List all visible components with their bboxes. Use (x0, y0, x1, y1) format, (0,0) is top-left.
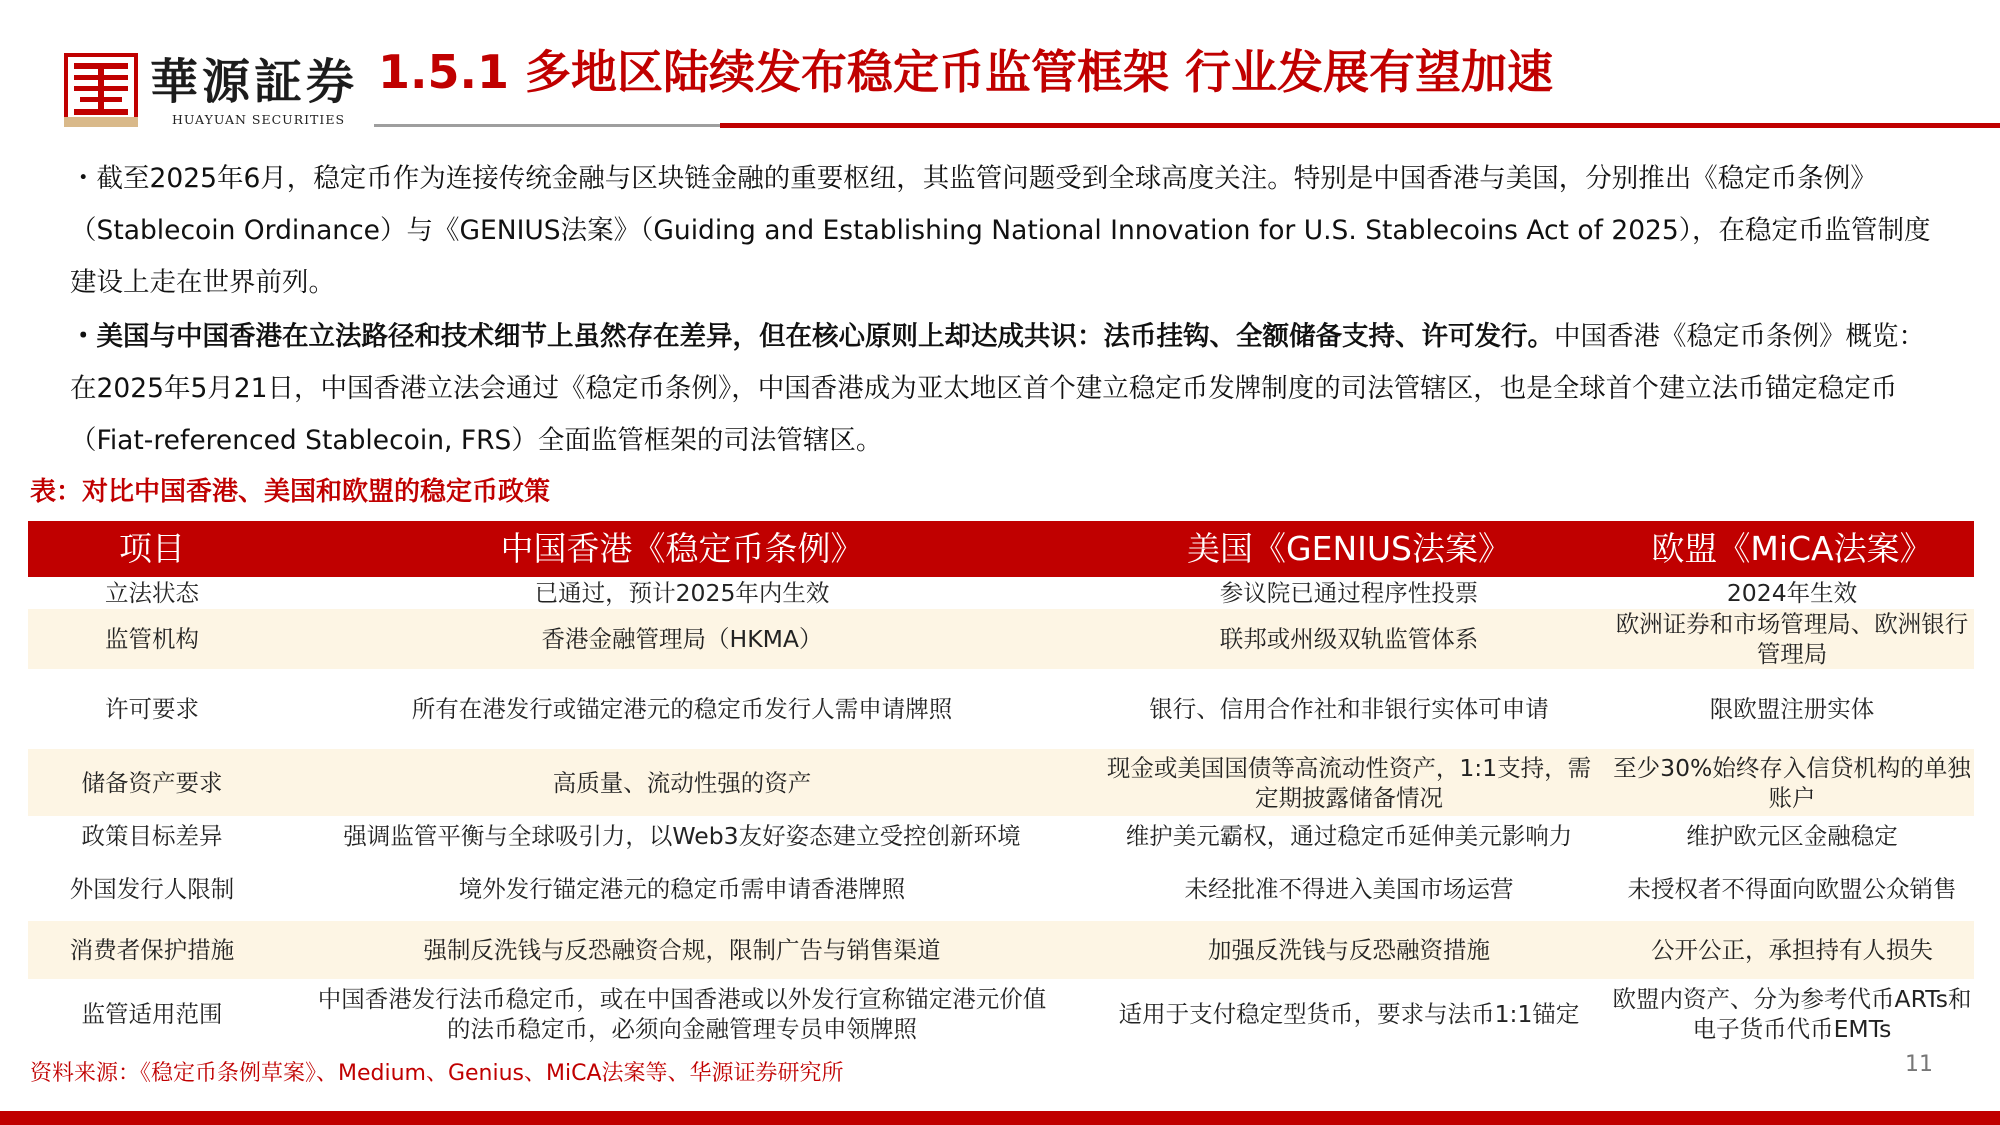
table-row (28, 749, 1974, 816)
table-row (28, 669, 1974, 749)
table-cell (1610, 749, 1974, 816)
table-cell (1088, 749, 1610, 816)
table-header-cell: 中国香港《稳定币条例》 (500, 529, 864, 568)
table-cell (28, 856, 276, 921)
table-cell (1088, 979, 1610, 1049)
table-cell (28, 921, 276, 979)
title-divider-accent (720, 123, 2000, 128)
table-cell-text: 公开公正，承担持有人损失 (1651, 936, 1933, 964)
table-cell-text: 已通过，预计2025年内生效 (534, 579, 830, 607)
table-cell-text: 所有在港发行或锚定港元的稳定币发行人需申请牌照 (411, 695, 953, 723)
table-cell (1610, 577, 1974, 609)
table-cell (276, 856, 1088, 921)
table-cell-text: 电子货币代币EMTs (1692, 1015, 1892, 1043)
table-cell (276, 609, 1088, 669)
table-cell-text: 许可要求 (105, 695, 199, 723)
paragraph-2-text: 中国香港《稳定币条例》概览：在2025年5月21日，中国香港立法会通过《稳定币条例》，中国香港成为亚太地区首个建立稳定币发牌制度的司法管辖区，也是全球首个建立法币锚定稳定币（Fiat-referenced Stablecoin, FRS）全面监管框架的司法管辖区。 (70, 321, 1925, 456)
paragraph-2-bold: ・美国与中国香港在立法路径和技术细节上虽然存在差异，但在核心原则上却达成共识：法币挂钩、全额储备支持、许可发行。 (70, 321, 1554, 352)
paragraph-2 (70, 311, 1950, 467)
table-cell-text: 的法币稳定币，必须向金融管理专员申领牌照 (447, 1015, 917, 1043)
table-cell (1088, 669, 1610, 749)
table-cell-text: 适用于支付稳定型货币，要求与法币1:1锚定 (1118, 1000, 1580, 1028)
table-row (28, 577, 1974, 609)
table-row (28, 816, 1974, 856)
table-cell (1088, 856, 1610, 921)
table-cell-text: 外国发行人限制 (69, 874, 235, 903)
slide-title: 1.5.1 多地区陆续发布稳定币监管框架 行业发展有望加速 (378, 45, 1553, 99)
table-cell (1610, 609, 1974, 669)
table-cell-text: 未经批准不得进入美国市场运营 (1184, 874, 1514, 903)
table-cell-text: 储备资产要求 (81, 768, 223, 797)
table-cell-text: 定期披露储备情况 (1254, 783, 1443, 812)
table-cell (1610, 816, 1974, 856)
table-cell (1610, 921, 1974, 979)
table-cell (28, 669, 276, 749)
table-cell-text: 维护欧元区金融稳定 (1686, 822, 1898, 850)
table-header-cell: 项目 (119, 529, 185, 568)
paragraph-1: ・截至2025年6月，稳定币作为连接传统金融与区块链金融的重要枢纽，其监管问题受到全球高度关注。特别是中国香港与美国，分别推出《稳定币条例》（Stablecoin Ordinance）与《GENIUS法案》（Guiding and Establishing National Innovation for U.S. Stablecoins Act of 2025），在稳定币监管制度建设上走在世界前列。 (70, 163, 1931, 298)
table-header-row (28, 521, 1974, 577)
table-cell-text: 消费者保护措施 (69, 936, 235, 964)
table-cell (1610, 669, 1974, 749)
table-cell-text: 政策目标差异 (81, 822, 223, 850)
table-cell-text: 香港金融管理局（HKMA） (541, 625, 823, 653)
table-cell-text: 现金或美国国债等高流动性资产，1:1支持，需 (1106, 753, 1592, 782)
table-cell (1610, 979, 1974, 1049)
table-cell (1088, 921, 1610, 979)
table-cell (1610, 856, 1974, 921)
table-cell-text: 2024年生效 (1726, 579, 1858, 607)
bottom-bar (0, 1111, 2000, 1125)
company-logo-icon (64, 53, 138, 127)
table-cell-text: 参议院已通过程序性投票 (1219, 579, 1479, 607)
table-cell-text: 监管机构 (105, 625, 199, 653)
table-cell-text: 账户 (1768, 783, 1816, 812)
table-cell (276, 816, 1088, 856)
table-cell-text: 加强反洗钱与反恐融资措施 (1208, 936, 1490, 964)
table-cell (1088, 609, 1610, 669)
table-row (28, 921, 1974, 979)
table-row (28, 979, 1974, 1049)
table-cell (28, 609, 276, 669)
table-cell-text: 未授权者不得面向欧盟公众销售 (1627, 874, 1957, 903)
source-note: 资料来源：《稳定币条例草案》、Medium、Genius、MiCA法案等、华源证券研究所 (30, 1061, 844, 1086)
table-cell-text: 监管适用范围 (81, 1000, 223, 1028)
table-cell-text: 境外发行锚定港元的稳定币需申请香港牌照 (458, 874, 906, 903)
table-cell (28, 816, 276, 856)
table-cell-text: 立法状态 (105, 579, 199, 607)
table-cell (276, 577, 1088, 609)
table-cell (276, 669, 1088, 749)
company-logo-subtext: HUAYUAN SECURITIES (172, 112, 346, 127)
table-header-cell: 美国《GENIUS法案》 (1187, 529, 1511, 568)
table-cell (28, 979, 276, 1049)
table-cell-text: 欧洲证券和市场管理局、欧洲银行 (1615, 610, 1969, 638)
company-logo-text: 華源証券 (150, 54, 359, 110)
table-cell-text: 中国香港发行法币稳定币，或在中国香港或以外发行宣称锚定港元价值 (317, 985, 1047, 1013)
table-cell-text: 限欧盟注册实体 (1709, 695, 1875, 723)
page-number: 11 (1905, 1052, 1933, 1077)
table-cell (276, 921, 1088, 979)
table-row (28, 609, 1974, 669)
table-cell (28, 749, 276, 816)
table-cell (276, 979, 1088, 1049)
table-cell (28, 577, 276, 609)
table-cell-text: 强调监管平衡与全球吸引力，以Web3友好姿态建立受控创新环境 (343, 822, 1021, 850)
table-cell-text: 高质量、流动性强的资产 (552, 768, 812, 797)
table-cell-text: 维护美元霸权，通过稳定币延伸美元影响力 (1125, 822, 1573, 850)
table-cell-text: 至少30%始终存入信贷机构的单独 (1613, 753, 1971, 782)
table-cell-text: 银行、信用合作社和非银行实体可申请 (1149, 695, 1549, 723)
table-caption: 表：对比中国香港、美国和欧盟的稳定币政策 (30, 477, 551, 507)
table-cell (1088, 577, 1610, 609)
table-cell-text: 强制反洗钱与反恐融资合规，限制广告与销售渠道 (423, 936, 941, 964)
table-cell-text: 管理局 (1756, 640, 1828, 668)
table-row (28, 856, 1974, 921)
table-cell (276, 749, 1088, 816)
table-header-cell: 欧盟《MiCA法案》 (1651, 529, 1933, 568)
table-cell (1088, 816, 1610, 856)
table-cell-text: 联邦或州级双轨监管体系 (1219, 625, 1479, 653)
table-cell-text: 欧盟内资产、分为参考代币ARTs和 (1612, 985, 1972, 1013)
